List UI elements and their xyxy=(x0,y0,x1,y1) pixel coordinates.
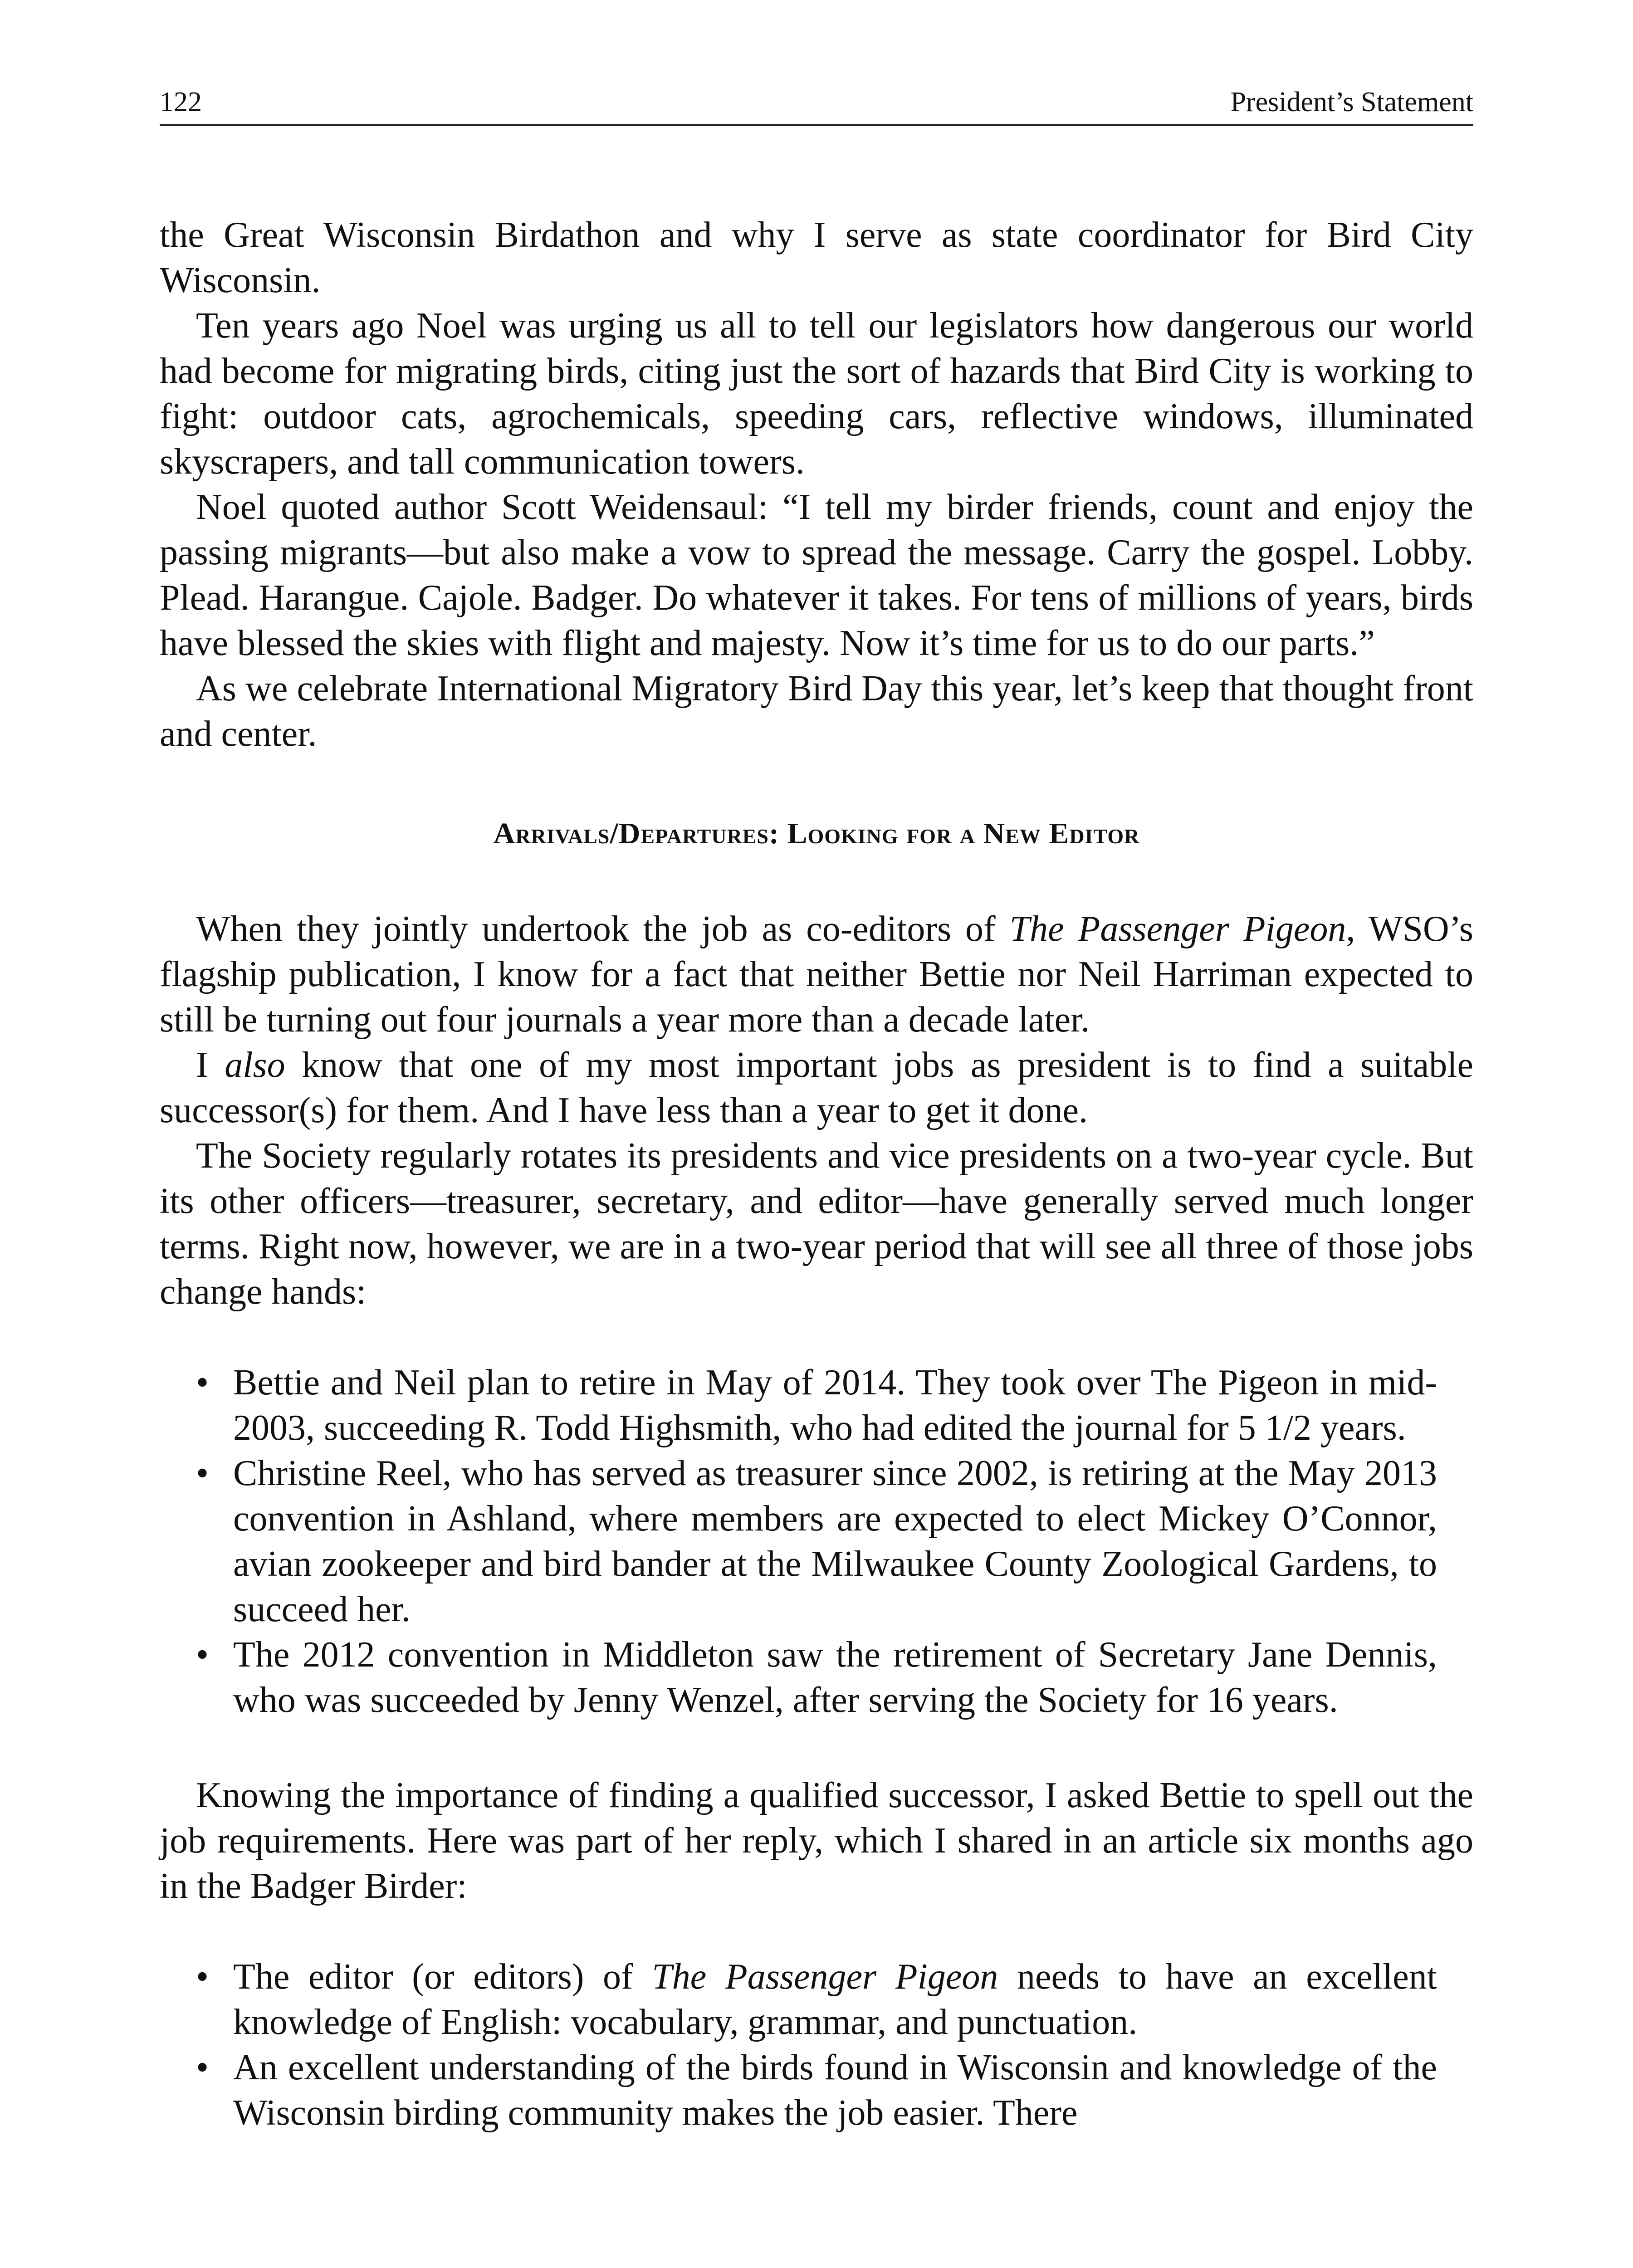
section-paragraph-1 xyxy=(160,906,1473,1042)
page-number: 122 xyxy=(160,87,202,117)
section-paragraph-3: The Society regularly rotates its presidents and vice presidents on a two-year cycle. But its other officers—treasurer, secretary, and editor—have generally served much longer terms. Right now, however, we are in a two-year period that will see all three of those jobs change hands: xyxy=(160,1136,1473,1312)
bullet-icon: • xyxy=(196,2048,209,2087)
intro-paragraph-1: the Great Wisconsin Birdathon and why I serve as state coordinator for Bird City Wisconsin. xyxy=(160,215,1473,300)
list-item xyxy=(160,1360,1473,1451)
list-item-text: An excellent understanding of the birds found in Wisconsin and knowledge of the Wisconsin birding community makes the job easier. There xyxy=(233,2048,1437,2133)
text-run: , WSO’s flagship publication, I know for a fact that neither Bettie nor Neil Harriman expected to still be turning out four journals a year more than a decade later. xyxy=(160,909,1474,1040)
bullet-icon: • xyxy=(196,1363,209,1403)
bullet-icon: • xyxy=(196,1957,209,1997)
intro-paragraph-4: As we celebrate International Migratory Bird Day this year, let’s keep that thought front and center. xyxy=(160,669,1473,754)
running-head xyxy=(160,86,1473,126)
text-run: When they jointly undertook the job as co-editors of xyxy=(196,909,1010,949)
journal-title: The Passenger Pigeon xyxy=(1009,909,1346,949)
list-item xyxy=(160,1632,1473,1723)
bullet-icon: • xyxy=(196,1453,209,1493)
list-item xyxy=(160,1451,1473,1632)
section-paragraph-2 xyxy=(160,1042,1473,1133)
intro-paragraph-3: Noel quoted author Scott Weidensaul: “I tell my birder friends, count and enjoy the passing migrants—but also make a vow to spread the message. Carry the gospel. Lobby. Plead. Harangue. Cajole. Badger. Do whatever it takes. For tens of millions of years, birds have blessed the skies with flight and majesty. Now it’s time for us to do our parts.” xyxy=(160,487,1473,663)
journal-title: The Passenger Pigeon xyxy=(652,1957,998,1997)
text-run: needs to have an excellent knowledge of English: vocabulary, grammar, and punctuation. xyxy=(233,1957,1437,2042)
list-item-text: The 2012 convention in Middleton saw the retirement of Secretary Jane Dennis, who was succeeded by Jenny Wenzel, after serving the Society for 16 years. xyxy=(233,1635,1437,1720)
list-item xyxy=(160,1954,1473,2045)
text-run: The editor (or editors) of xyxy=(233,1957,652,1997)
article-body xyxy=(160,212,1473,2136)
page xyxy=(160,86,1473,2185)
emphasis: also xyxy=(225,1045,285,1085)
list-item xyxy=(160,2045,1473,2136)
text-run: know that one of my most important jobs as president is to find a suitable successor(s) for them. And I have less than a year to get it done. xyxy=(160,1045,1474,1130)
officer-changes-list xyxy=(160,1360,1473,1723)
intro-paragraph-2: Ten years ago Noel was urging us all to tell our legislators how dangerous our world had become for migrating birds, citing just the sort of hazards that Bird City is working to fight: outdoor cats, agrochemicals, speeding cars, reflective windows, illuminated skyscrapers, and tall communication towers. xyxy=(160,306,1473,482)
requirements-list xyxy=(160,1954,1473,2136)
list-item-text: Christine Reel, who has served as treasurer since 2002, is retiring at the May 2013 convention in Ashland, where members are expected to elect Mickey O’Connor, avian zookeeper and bird bander at the Milwaukee County Zoological Gardens, to succeed her. xyxy=(233,1453,1437,1629)
section-paragraph-4: Knowing the importance of finding a qualified successor, I asked Bettie to spell out the job requirements. Here was part of her reply, which I shared in an article six months ago in the Badger Birder: xyxy=(160,1775,1473,1906)
section-title: President’s Statement xyxy=(1230,87,1473,117)
section-heading: Arrivals/Departures: Looking for a New Editor xyxy=(493,817,1140,850)
bullet-icon: • xyxy=(196,1635,209,1675)
list-item-text: Bettie and Neil plan to retire in May of 2014. They took over The Pigeon in mid-2003, succeeding R. Todd Highsmith, who had edited the journal for 5 1/2 years. xyxy=(233,1363,1437,1448)
text-run: I xyxy=(196,1045,225,1085)
